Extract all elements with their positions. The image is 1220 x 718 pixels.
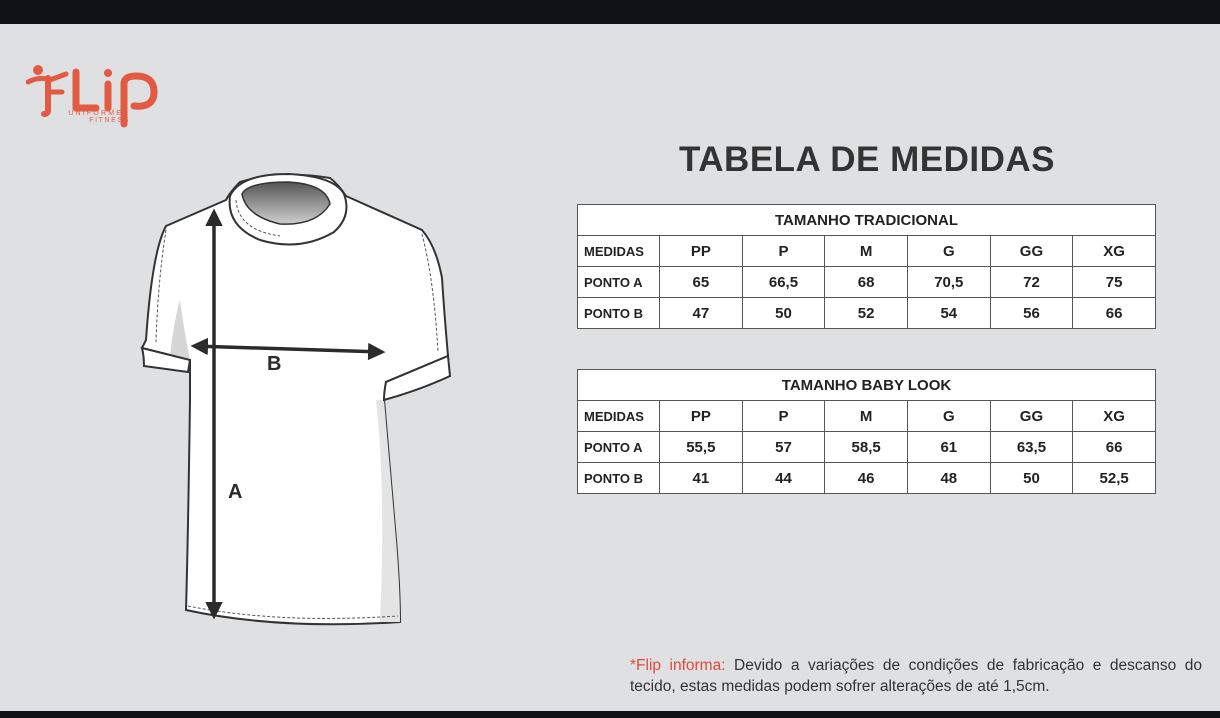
table-cell: 72 (990, 267, 1073, 298)
column-header: MEDIDAS (578, 401, 660, 432)
label-a: A (228, 481, 243, 503)
note-highlight: *Flip informa: (630, 657, 726, 674)
table-cell: 41 (660, 463, 743, 494)
table-cell: 52 (825, 298, 908, 329)
column-header: XG (1073, 236, 1156, 267)
disclaimer-note (630, 655, 1202, 697)
table-header-row (578, 401, 1156, 432)
table-caption-row (578, 370, 1156, 401)
table-cell: 55,5 (660, 432, 743, 463)
column-header: PP (660, 236, 743, 267)
table-row (578, 432, 1156, 463)
table-caption: TAMANHO BABY LOOK (578, 370, 1156, 401)
row-label: PONTO A (578, 432, 660, 463)
column-header: G (907, 401, 990, 432)
label-b: B (267, 353, 282, 375)
table-cell: 50 (990, 463, 1073, 494)
table-cell: 46 (825, 463, 908, 494)
table-cell: 75 (1073, 267, 1156, 298)
bottom-bar (0, 711, 1220, 718)
tshirt-diagram (130, 160, 460, 640)
table-caption-row (578, 205, 1156, 236)
column-header: GG (990, 236, 1073, 267)
column-header: M (825, 401, 908, 432)
table-row (578, 298, 1156, 329)
table-cell: 54 (907, 298, 990, 329)
row-label: PONTO A (578, 267, 660, 298)
column-header: GG (990, 401, 1073, 432)
table-cell: 63,5 (990, 432, 1073, 463)
table-cell: 61 (907, 432, 990, 463)
table-cell: 52,5 (1073, 463, 1156, 494)
size-table-tradicional (577, 204, 1156, 329)
table-cell: 68 (825, 267, 908, 298)
table-cell: 66 (1073, 432, 1156, 463)
size-table-baby-look (577, 369, 1156, 494)
table-cell: 66,5 (742, 267, 825, 298)
table-row (578, 267, 1156, 298)
table-cell: 57 (742, 432, 825, 463)
column-header: P (742, 401, 825, 432)
page-title: TABELA DE MEDIDAS (679, 140, 1055, 179)
column-header: P (742, 236, 825, 267)
column-header: G (907, 236, 990, 267)
note-text: Devido a variações de condições de fabricação e descanso do tecido, estas medidas podem sofrer alterações de até 1,5cm. (630, 657, 1202, 695)
column-header: M (825, 236, 908, 267)
table-cell: 48 (907, 463, 990, 494)
tagline-line2: FITNESS (89, 117, 130, 124)
column-header: XG (1073, 401, 1156, 432)
logo-tagline (50, 110, 130, 124)
table-caption: TAMANHO TRADICIONAL (578, 205, 1156, 236)
table-cell: 58,5 (825, 432, 908, 463)
row-label: PONTO B (578, 463, 660, 494)
table-cell: 47 (660, 298, 743, 329)
table-header-row (578, 236, 1156, 267)
tagline-line1: UNIFORMES (68, 110, 130, 117)
column-header: PP (660, 401, 743, 432)
table-cell: 56 (990, 298, 1073, 329)
table-cell: 70,5 (907, 267, 990, 298)
table-cell: 50 (742, 298, 825, 329)
table-cell: 65 (660, 267, 743, 298)
top-bar (0, 0, 1220, 24)
table-row (578, 463, 1156, 494)
row-label: PONTO B (578, 298, 660, 329)
column-header: MEDIDAS (578, 236, 660, 267)
table-cell: 66 (1073, 298, 1156, 329)
table-cell: 44 (742, 463, 825, 494)
